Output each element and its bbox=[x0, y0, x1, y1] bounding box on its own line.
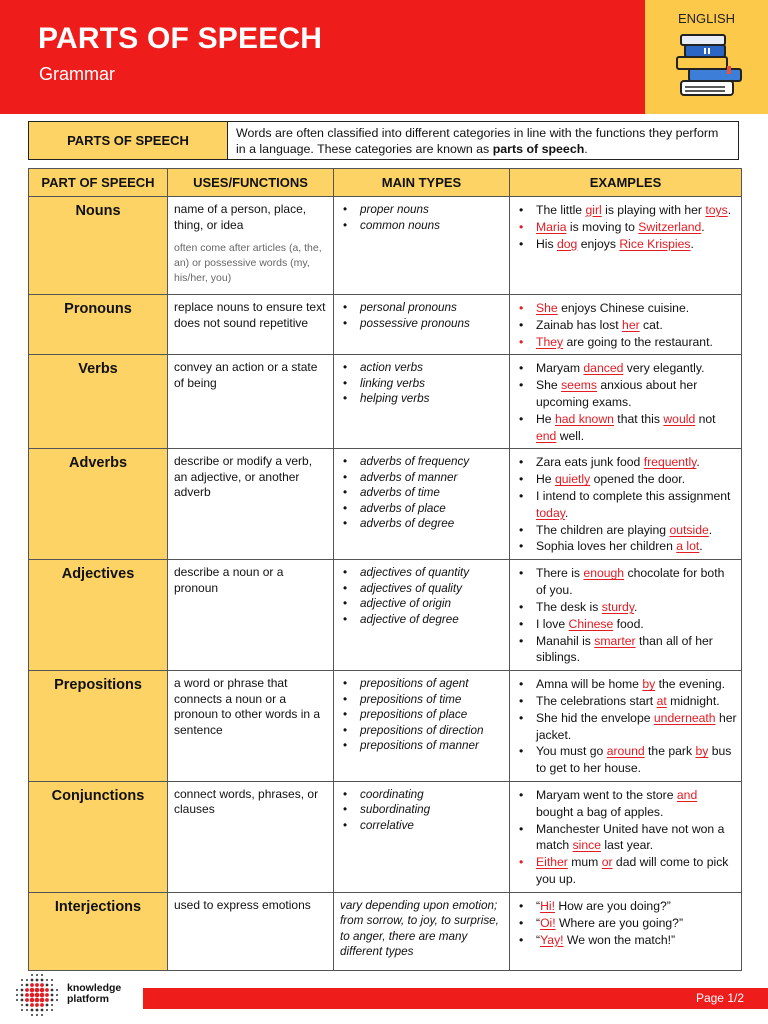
table-header-row bbox=[29, 169, 742, 197]
books-icon bbox=[675, 33, 745, 101]
example-item bbox=[536, 236, 737, 253]
example-text: that this bbox=[613, 411, 664, 426]
example-text: not bbox=[695, 411, 716, 426]
header-main-types: MAIN TYPES bbox=[334, 169, 510, 197]
examples-cell bbox=[510, 355, 742, 449]
type-item: • adjectives of quantity bbox=[360, 565, 505, 581]
example-item bbox=[536, 599, 737, 616]
types-text: vary depending upon emotion; from sorrow, to joy, to surprise, to anger, there are many different types bbox=[340, 898, 499, 959]
header-examples: EXAMPLES bbox=[510, 169, 742, 197]
example-text: The desk is bbox=[536, 599, 602, 614]
example-text: Maryam went to the store bbox=[536, 787, 677, 802]
main-types-cell bbox=[334, 449, 510, 560]
intro-box bbox=[28, 121, 739, 160]
type-item: • coordinating bbox=[360, 787, 505, 803]
main-types-cell bbox=[334, 197, 510, 295]
type-item: • adverbs of manner bbox=[360, 470, 505, 486]
example-text: midnight. bbox=[666, 693, 720, 708]
example-text: . bbox=[690, 236, 694, 251]
example-item bbox=[536, 488, 737, 522]
parts-of-speech-table bbox=[28, 168, 742, 971]
example-text: the evening. bbox=[655, 677, 726, 692]
example-item bbox=[536, 710, 737, 744]
main-types-cell bbox=[334, 295, 510, 355]
uses-text: connect words, phrases, or clauses bbox=[174, 786, 319, 817]
type-item: • proper nouns bbox=[360, 202, 505, 218]
type-item: • helping verbs bbox=[360, 391, 505, 407]
part-of-speech-name: Interjections bbox=[29, 892, 168, 970]
type-item: • linking verbs bbox=[360, 376, 505, 392]
example-text: You must go bbox=[536, 744, 607, 759]
example-item bbox=[536, 787, 737, 821]
page-number: Page 1/2 bbox=[695, 991, 744, 1005]
highlighted-word: Rice Krispies bbox=[619, 236, 691, 251]
examples-cell bbox=[510, 671, 742, 782]
header-bar bbox=[0, 0, 768, 114]
example-item bbox=[536, 300, 737, 317]
example-text: I intend to complete this assignment bbox=[536, 488, 731, 503]
example-item bbox=[536, 411, 737, 445]
highlighted-word: Chinese bbox=[568, 616, 614, 631]
example-text: Sophia loves her children bbox=[536, 539, 677, 554]
subject-badge bbox=[645, 0, 768, 114]
example-text: is playing with her bbox=[601, 203, 706, 217]
example-text: her jacket. bbox=[536, 710, 737, 742]
uses-cell bbox=[168, 671, 334, 782]
type-item: • action verbs bbox=[360, 360, 505, 376]
example-text: is moving to bbox=[566, 219, 639, 234]
type-item: • prepositions of time bbox=[360, 692, 505, 708]
example-text: The children are playing bbox=[536, 522, 670, 537]
type-item: • correlative bbox=[360, 818, 505, 834]
part-of-speech-name: Adverbs bbox=[29, 449, 168, 560]
type-item: • common nouns bbox=[360, 218, 505, 234]
uses-cell bbox=[168, 295, 334, 355]
example-item bbox=[536, 454, 737, 471]
table-row bbox=[29, 671, 742, 782]
example-text: Manahil is bbox=[536, 633, 595, 648]
highlighted-word: frequently bbox=[643, 455, 697, 470]
type-item: • possessive pronouns bbox=[360, 316, 505, 332]
highlighted-word: by bbox=[642, 677, 656, 692]
highlighted-word: Oi! bbox=[540, 915, 556, 930]
example-item bbox=[536, 377, 737, 411]
uses-cell bbox=[168, 892, 334, 970]
example-text: . bbox=[699, 539, 703, 554]
highlighted-word: a lot bbox=[676, 539, 700, 554]
highlighted-word: underneath bbox=[653, 710, 716, 725]
example-text: mum bbox=[567, 855, 602, 870]
intro-label: PARTS OF SPEECH bbox=[29, 122, 228, 159]
example-item bbox=[536, 565, 737, 599]
intro-text-bold: parts of speech bbox=[492, 142, 585, 156]
uses-cell bbox=[168, 449, 334, 560]
logo-line-2: platform bbox=[67, 992, 109, 1005]
example-text: Zara eats junk food bbox=[536, 455, 644, 470]
example-item bbox=[536, 932, 737, 949]
example-text: last year. bbox=[601, 838, 654, 853]
example-text: the park bbox=[644, 744, 696, 759]
example-item bbox=[536, 693, 737, 710]
logo-line-1: knowledge bbox=[67, 982, 122, 994]
uses-text: a word or phrase that connects a noun or a pronoun to other words in a sentence bbox=[174, 676, 321, 737]
uses-cell bbox=[168, 560, 334, 671]
example-text: opened the door. bbox=[590, 472, 686, 487]
example-item bbox=[536, 616, 737, 633]
example-text: cat. bbox=[639, 317, 663, 332]
highlighted-word: seems bbox=[561, 378, 597, 393]
example-text: I love bbox=[536, 616, 569, 631]
example-text: . bbox=[634, 599, 638, 614]
highlighted-word: Maria bbox=[536, 219, 567, 234]
example-text: “ bbox=[536, 932, 541, 947]
highlighted-word: girl bbox=[585, 203, 602, 217]
example-text: anxious about her upcoming exams. bbox=[536, 378, 698, 409]
example-item bbox=[536, 471, 737, 488]
example-text: . bbox=[727, 203, 732, 217]
uses-text: convey an action or a state of being bbox=[174, 360, 318, 390]
examples-cell bbox=[510, 197, 742, 295]
type-item: • prepositions of manner bbox=[360, 738, 505, 754]
highlighted-word: sturdy bbox=[601, 599, 635, 614]
part-of-speech-name: Verbs bbox=[29, 355, 168, 449]
example-text: Maryam bbox=[536, 361, 584, 376]
example-text: His bbox=[536, 236, 557, 251]
example-text: She hid the envelope bbox=[536, 710, 654, 725]
example-text: Zainab has lost bbox=[536, 317, 623, 332]
examples-cell bbox=[510, 781, 742, 892]
uses-cell bbox=[168, 781, 334, 892]
example-text: chocolate for both of you. bbox=[536, 566, 725, 598]
type-item: • personal pronouns bbox=[360, 300, 505, 316]
example-text: Amna will be home bbox=[536, 677, 643, 692]
examples-cell bbox=[510, 295, 742, 355]
type-item: • subordinating bbox=[360, 802, 505, 818]
highlighted-word: around bbox=[606, 744, 645, 759]
examples-cell bbox=[510, 560, 742, 671]
uses-note: often come after articles (a, the, an) or possessive words (my, his/her, you) bbox=[174, 242, 322, 284]
highlighted-word: dog bbox=[557, 236, 578, 251]
main-types-cell bbox=[334, 892, 510, 970]
highlighted-word: They bbox=[536, 334, 564, 349]
example-text: Where are you going?” bbox=[555, 915, 684, 930]
part-of-speech-name: Pronouns bbox=[29, 295, 168, 355]
main-types-cell bbox=[334, 671, 510, 782]
header-part-of-speech: PART OF SPEECH bbox=[29, 169, 168, 197]
highlighted-word: smarter bbox=[594, 633, 636, 648]
highlighted-word: end bbox=[536, 428, 557, 443]
table-row bbox=[29, 295, 742, 355]
example-item bbox=[536, 202, 737, 219]
example-text: The celebrations start bbox=[536, 693, 657, 708]
example-item bbox=[536, 522, 737, 539]
type-item: • adverbs of frequency bbox=[360, 454, 505, 470]
header-uses: USES/FUNCTIONS bbox=[168, 169, 334, 197]
example-text: are going to the restaurant. bbox=[563, 334, 713, 349]
example-item bbox=[536, 676, 737, 693]
intro-text-end: . bbox=[584, 142, 588, 156]
type-item: • adverbs of time bbox=[360, 485, 505, 501]
example-text: . bbox=[696, 455, 700, 470]
highlighted-word: quietly bbox=[554, 472, 591, 487]
highlighted-word: today bbox=[536, 505, 565, 520]
example-text: . bbox=[564, 505, 569, 520]
example-text: There is bbox=[536, 566, 584, 581]
highlighted-word: and bbox=[676, 787, 698, 802]
uses-text: name of a person, place, thing, or idea bbox=[174, 202, 307, 232]
part-of-speech-name: Prepositions bbox=[29, 671, 168, 782]
highlighted-word: her bbox=[622, 317, 640, 332]
example-text: She bbox=[536, 378, 562, 393]
footer-bar bbox=[143, 988, 768, 1009]
highlighted-word: would bbox=[663, 411, 696, 426]
example-text: We won the match!” bbox=[563, 932, 676, 947]
uses-text: replace nouns to ensure text does not sound repetitive bbox=[174, 300, 326, 330]
page-title: PARTS OF SPEECH bbox=[38, 22, 323, 55]
highlighted-word: outside bbox=[669, 522, 709, 537]
table-row bbox=[29, 355, 742, 449]
example-item bbox=[536, 854, 737, 888]
highlighted-word: Hi! bbox=[540, 898, 555, 913]
type-item: • adjective of origin bbox=[360, 596, 505, 612]
highlighted-word: by bbox=[695, 744, 709, 759]
logo-text bbox=[67, 983, 121, 1004]
example-text: very elegantly. bbox=[623, 361, 705, 376]
intro-text-main: Words are often classified into different categories in line with the functions they perform in a language. These categories are known as bbox=[236, 126, 719, 156]
highlighted-word: Yay! bbox=[540, 932, 564, 947]
highlighted-word: She bbox=[536, 301, 558, 315]
example-item bbox=[536, 915, 737, 932]
uses-cell bbox=[168, 197, 334, 295]
type-item: • adverbs of place bbox=[360, 501, 505, 517]
main-types-cell bbox=[334, 355, 510, 449]
highlighted-word: enough bbox=[583, 566, 625, 581]
uses-text: used to express emotions bbox=[174, 897, 311, 912]
highlighted-word: Switzerland bbox=[638, 219, 702, 234]
example-item bbox=[536, 317, 737, 334]
example-text: well. bbox=[556, 428, 585, 443]
example-text: than all of her siblings. bbox=[536, 633, 713, 665]
example-text: dad will come to pick you up. bbox=[536, 855, 729, 886]
example-text: He bbox=[536, 411, 555, 426]
example-item bbox=[536, 821, 737, 855]
highlighted-word: Either bbox=[536, 855, 568, 870]
example-text: bought a bag of apples. bbox=[536, 804, 664, 819]
examples-cell bbox=[510, 449, 742, 560]
example-text: . bbox=[701, 219, 705, 234]
uses-text: describe a noun or a pronoun bbox=[174, 565, 284, 595]
highlighted-word: toys bbox=[705, 203, 728, 217]
examples-cell bbox=[510, 892, 742, 970]
intro-text bbox=[228, 122, 738, 159]
type-item: • prepositions of agent bbox=[360, 676, 505, 692]
highlighted-word: danced bbox=[583, 361, 624, 376]
example-text: . bbox=[708, 522, 713, 537]
example-item bbox=[536, 219, 737, 236]
uses-cell bbox=[168, 355, 334, 449]
example-item bbox=[536, 898, 737, 915]
part-of-speech-name: Nouns bbox=[29, 197, 168, 295]
part-of-speech-name: Adjectives bbox=[29, 560, 168, 671]
type-item: • prepositions of place bbox=[360, 707, 505, 723]
table-row bbox=[29, 781, 742, 892]
type-item: • adjective of degree bbox=[360, 612, 505, 628]
example-item bbox=[536, 538, 737, 555]
example-item bbox=[536, 743, 737, 777]
example-text: He bbox=[536, 472, 555, 487]
example-text: food. bbox=[613, 616, 644, 631]
example-text: How are you doing?” bbox=[554, 898, 671, 913]
type-item: • adjectives of quality bbox=[360, 581, 505, 597]
example-text: Manchester United have not won a match bbox=[536, 821, 725, 853]
uses-text: describe or modify a verb, an adjective, or another adverb bbox=[174, 454, 313, 500]
highlighted-word: since bbox=[572, 838, 602, 853]
example-item bbox=[536, 360, 737, 377]
example-text: “ bbox=[536, 898, 541, 913]
table-row bbox=[29, 892, 742, 970]
highlighted-word: at bbox=[656, 693, 667, 708]
page-subtitle: Grammar bbox=[39, 64, 115, 84]
example-text: The little bbox=[536, 203, 586, 217]
table-row bbox=[29, 197, 742, 295]
example-item bbox=[536, 334, 737, 351]
subject-label: ENGLISH bbox=[677, 11, 736, 26]
example-item bbox=[536, 633, 737, 667]
main-types-cell bbox=[334, 781, 510, 892]
example-text: enjoys bbox=[577, 236, 620, 251]
highlighted-word: or bbox=[601, 855, 613, 870]
highlighted-word: had known bbox=[554, 411, 614, 426]
type-item: • adverbs of degree bbox=[360, 516, 505, 532]
example-text: enjoys Chinese cuisine. bbox=[557, 301, 690, 315]
table-row bbox=[29, 560, 742, 671]
knowledge-platform-logo-icon bbox=[14, 972, 66, 1023]
table-row bbox=[29, 449, 742, 560]
type-item: • prepositions of direction bbox=[360, 723, 505, 739]
example-text: bus to get to her house. bbox=[536, 744, 732, 776]
part-of-speech-name: Conjunctions bbox=[29, 781, 168, 892]
main-types-cell bbox=[334, 560, 510, 671]
example-text: “ bbox=[536, 915, 541, 930]
